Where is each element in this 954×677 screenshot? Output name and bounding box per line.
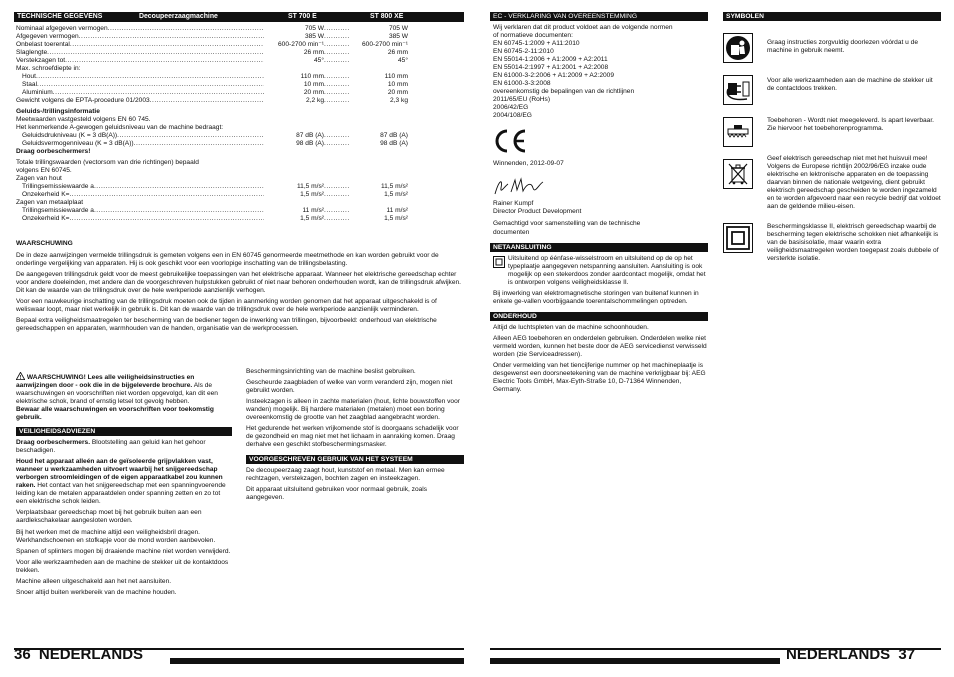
tech-model: Decoupeerzaagmachine: [139, 13, 218, 20]
row-value-1: 45°: [314, 57, 324, 64]
ec-line: overeenkomstig de bepalingen van de richtlijnen: [493, 88, 635, 96]
rule-2: Gescheurde zaagbladen of welke van vorm veranderd zijn, mogen niet gebruikt worden.: [246, 379, 453, 395]
row-value-1: 20 mm: [303, 89, 324, 96]
maint-3: Onder vermelding van het tiencijferige nummer op het machineplaatje is desgewenst een doorsneetekening van de machine verkrijgbaar bij: AEG Electric Tools GmbH, Max-Eyth-Straße 10, D-71364 Winnenden, Germany.: [493, 361, 706, 393]
dot-leader: [47, 49, 264, 57]
ce-mark: [493, 128, 708, 156]
warning-title: WAARSCHUWING: [16, 240, 73, 247]
general-warning-bold: WAARSCHUWING! Lees alle veiligheidsinstructies en aanwijzingen door - ook die in de bijgeleverde brochure.: [16, 374, 195, 390]
row-label: Max. schroefdiepte in:: [16, 65, 81, 72]
dot-leader: [324, 140, 350, 148]
warning-p2: De aangegeven trillingsdruk geldt voor de meest gebruikelijke toepassingen van het elektrische apparaat. Wanneer het elektrische gereedschap echter voor andere doeleinden, met andere dan de voorgeschreven hulpstukken gebruikt of niet naar behoren onderhouden wordt, kan de trillingsdruk afwijken. Dit kan de waarde van de trillingsdruk over de hele werkperiode aanzienlijk verhogen.: [16, 271, 462, 295]
dot-leader: [36, 73, 264, 81]
ec-column: [490, 12, 708, 397]
general-warning-rest: Als de waarschuwingen en voorschriften niet worden opgevolgd, kan dit een elektrische schok, brand of ernstig letsel tot gevolg hebben.: [16, 382, 218, 406]
class-ii-icon: [723, 223, 753, 253]
data-row: [16, 132, 408, 140]
rule-4: Het gedurende het werken vrijkomende stof is doorgaans schadelijk voor de gezondheid en mag niet met het lichaam in aanraking komen. Draag derhalve een geschikt stofbeschermingsmasker.: [246, 425, 459, 449]
data-row: [16, 81, 408, 89]
warning-triangle-icon: [16, 372, 25, 380]
net-p2: Bij inwerking van elektromagnetische storingen van buitenaf kunnen in enkele ge-vallen voorbijgaande toerentalschommelingen optreden.: [493, 289, 699, 305]
dot-leader: [117, 132, 264, 140]
ec-line: EN 60745-2-11:2010: [493, 48, 554, 56]
data-row: [16, 191, 408, 199]
data-row: [16, 183, 408, 191]
signer-title: Director Product Development: [493, 208, 582, 216]
left-language: NEDERLANDS: [38, 646, 144, 663]
safety-8: Snoer altijd buiten werkbereik van de machine houden.: [16, 588, 177, 596]
tech-data-header: [14, 12, 464, 22]
data-row: [16, 49, 408, 57]
dot-leader: [324, 191, 350, 199]
signer-name: Rainer Kumpf: [493, 200, 534, 208]
row-value-1: 26 mm: [303, 49, 324, 56]
symbol-text-5: Beschermingsklasse II, elektrisch gereedschap waarbij de bescherming tegen elektrische schokken niet afhankelijk is van de basisisolatie, maar waarin extra veiligheidsmaatregelen worden toegepast zoals dubbele of versterkte isolatie.: [767, 223, 939, 263]
data-row: [16, 97, 408, 105]
net-p1-wrap: [490, 255, 708, 290]
dot-leader: [79, 33, 264, 41]
net-p1: Uitsluitend op éénfase-wisselstroom en uitsluitend op de op het typeplaatje aangegeven netspanning aansluiten. Aansluiting is ook mogelijk op een stekerdoos zonder aardcontact mogelijk, omdat het is ontworpen volgens veiligheidsklasse II.: [508, 254, 706, 286]
ec-line: EN 61000-3-2:2006 + A1:2009 + A2:2009: [493, 72, 614, 80]
data-row: [16, 25, 408, 33]
row-value-2: 1,5 m/s²: [384, 191, 408, 199]
symbol-text-3: Toebehoren - Wordt niet meegeleverd. Is apart leverbaar. Zie hiervoor het toebehorenprogramma.: [767, 117, 935, 133]
row-value-1: 10 mm: [303, 81, 324, 88]
ec-line: EN 61000-3-3:2008: [493, 80, 551, 88]
dot-leader: [69, 215, 264, 223]
symbol-text-4: Geef elektrisch gereedschap niet met het huisvuil mee! Volgens de Europese richtlijn 2002/96/EG inzake oude elektrische en lektronische apparaten en de toepassing daarvan binnen de nationale wetgeving, dient gebruikt elektrisch gereedschap gescheiden te worden ingezameld en te worden afgevoerd naar een recycle bedrijf dat voldoet aan de geldende milieu-eisen.: [767, 155, 941, 211]
row-value-1: 98 dB (A): [296, 140, 324, 148]
safety-2-rest: Het contact van het snijgereedschap met een spanningvoerende leiding kan de metalen apparaatdelen onder spanning zetten en zo tot een elektrische schok leiden.: [16, 482, 226, 506]
hearing-protection: Draag oorbeschermers!: [16, 148, 91, 156]
row-value-1: 600-2700 min⁻¹: [278, 41, 324, 48]
data-row: [16, 215, 408, 223]
tech-table: [16, 25, 408, 223]
data-row: [16, 65, 408, 73]
row-value-2: 705 W: [388, 25, 408, 32]
unplug-icon: [723, 75, 753, 105]
noise-rows: [16, 132, 408, 148]
row-value-2: 26 mm: [387, 49, 408, 56]
ec-line: 2006/42/EG: [493, 104, 529, 112]
tech-col1: ST 700 E: [288, 13, 317, 20]
data-row: [16, 33, 408, 41]
row-label: Onzekerheid K=: [22, 215, 70, 223]
general-warning: [16, 372, 232, 422]
dot-leader: [134, 140, 264, 148]
row-value-1: 87 dB (A): [296, 132, 324, 140]
ec-line: Wij verklaren dat dit product voldoet aan de volgende normen: [493, 24, 673, 31]
row-value-1: 385 W: [304, 33, 324, 40]
warning-p3: Voor een nauwkeurige inschatting van de trillingsdruk moeten ook de tijden in aanmerking worden genomen dat het apparaat uitgeschakeld is of weliswaar loopt, maar niet werkelijk in gebruik is. Dit kan de waarde van de trillingsdruk over de hele werkperiode aanzienlijk verminderen.: [16, 298, 437, 314]
intended-use-header: VOORGESCHREVEN GEBRUIK VAN HET SYSTEEM: [246, 455, 464, 464]
signature-icon: [493, 176, 545, 198]
dot-leader: [324, 25, 350, 33]
left-page-footer: [14, 646, 143, 664]
noise-intro: Meetwaarden vastgesteld volgens EN 60 745.: [16, 116, 151, 124]
symbols-header: SYMBOLEN: [723, 12, 941, 21]
symbol-class-ii: [723, 223, 941, 263]
safety-1: [16, 439, 232, 455]
ec-header: EC - VERKLARING VAN OVEREENSTEMMING: [490, 12, 708, 21]
safety-2: [16, 458, 232, 506]
row-label: Afgegeven vermogen: [16, 33, 79, 40]
right-page-footer: [786, 646, 915, 664]
symbol-accessory: [723, 117, 941, 147]
row-label: Slaglengte: [16, 49, 48, 56]
safety-3: Verplaatsbaar gereedschap moet bij het gebruik buiten aan een aardlekschakelaar aangesloten worden.: [16, 509, 202, 525]
maint-1: Altijd de luchtspleten van de machine schoonhouden.: [493, 323, 649, 331]
safety-1-rest: Blootstelling aan geluid kan het gehoor beschadigen.: [16, 439, 206, 455]
symbol-text-1: Graag instructies zorgvuldig doorlezen vóórdat u de machine in gebruik neemt.: [767, 39, 919, 55]
row-value-2: 45°: [398, 57, 408, 64]
left-footer-line-2: [170, 658, 464, 664]
dot-leader: [324, 57, 350, 65]
authorized-person: Gemachtigd voor samenstelling van de technische documenten: [493, 220, 641, 236]
noise-title: Geluids-/trillingsinformatie: [16, 108, 100, 115]
dot-leader: [70, 41, 264, 49]
dot-leader: [324, 207, 350, 215]
symbols-column: [723, 12, 941, 275]
dot-leader: [150, 97, 264, 105]
dot-leader: [94, 207, 264, 215]
right-page-number: 37: [898, 646, 916, 663]
right-footer-line-2: [490, 658, 780, 664]
use-2: Dit apparaat uitsluitend gebruiken voor normaal gebruik, zoals aangegeven.: [246, 486, 428, 502]
data-row: [16, 41, 408, 49]
left-bottom-col-2: [246, 368, 464, 505]
vibration-metal: Zagen van metaalplaat: [16, 199, 84, 207]
data-row: [16, 140, 408, 148]
row-value-2: 11 m/s²: [386, 207, 408, 215]
ec-line: EN 55014-1:2006 + A1:2009 + A2:2011: [493, 56, 608, 64]
safety-4: Bij het werken met de machine altijd een veiligheidsbril dragen. Werkhandschoenen en stofkapje voor de mond worden aanbevolen.: [16, 528, 216, 544]
ec-lines: [493, 24, 708, 120]
vibration-wood-rows: [16, 183, 408, 199]
dot-leader: [324, 215, 350, 223]
row-label: Geluidsdrukniveau (K = 3 dB(A)): [22, 132, 118, 140]
row-value-2: 11,5 m/s²: [381, 183, 408, 191]
safety-7: Machine alleen uitgeschakeld aan het net aansluiten.: [16, 577, 172, 585]
safety-5: Spanen of splinters mogen bij draaiende machine niet worden verwijderd.: [16, 547, 231, 555]
dot-leader: [108, 25, 264, 33]
ec-line: EN 55014-2:1997 + A1:2001 + A2:2008: [493, 64, 609, 72]
tech-title: TECHNISCHE GEGEVENS: [17, 13, 103, 20]
ec-line: 2004/108/EG: [493, 112, 532, 120]
symbol-unplug: [723, 75, 941, 105]
signature: [493, 176, 708, 198]
warning-p1: De in deze aanwijzingen vermelde trillingsdruk is gemeten volgens een in EN 60745 genormeerde meetmethode en kan worden gebruikt voor de onderlinge vergelijking van apparaten. Hij is ook geschikt voor een voorlopige inschatting van de trillingsbelasting.: [16, 252, 439, 268]
symbol-text-2: Voor alle werkzaamheden aan de machine de stekker uit de contactdoos trekken.: [767, 77, 933, 93]
data-row: [16, 73, 408, 81]
safety-2-bold: Houd het apparaat alleén aan de geïsoleerde grijpvlakken vast, wanneer u werkzaamheden uitvoert waarbij het snijgereedschap verborgen stroomleidingen of de eigen apparaatkabel zou kunnen raken.: [16, 458, 223, 490]
row-value-2: 98 dB (A): [380, 140, 408, 148]
noise-intro2: Het kenmerkende A-gewogen geluidsniveau van de machine bedraagt:: [16, 124, 224, 132]
row-value-1: 11,5 m/s²: [297, 183, 324, 191]
row-label: Onbelast toerental: [16, 41, 70, 48]
dot-leader: [324, 73, 350, 81]
safety-1-bold: Draag oorbeschermers.: [16, 439, 91, 447]
dot-leader: [324, 183, 350, 191]
keep-instructions: Bewaar alle waarschuwingen en voorschriften voor toekomstig gebruik.: [16, 406, 214, 422]
row-label: Hout: [22, 73, 36, 80]
dot-leader: [324, 97, 350, 105]
row-label: Onzekerheid K=: [22, 191, 70, 199]
place-date: Winnenden, 2012-09-07: [493, 160, 564, 168]
dot-leader: [37, 81, 264, 89]
maintenance-header: ONDERHOUD: [490, 312, 708, 321]
data-row: [16, 207, 408, 215]
row-label: Gewicht volgens de EPTA-procedure 01/2003: [16, 97, 150, 104]
warning-p4: Bepaal extra veiligheidsmaatregelen ter bescherming van de bediener tegen de inwerking van trillingen, bijvoorbeeld: onderhoud van elektrische gereedschappen en apparaten, warmhouden van de handen, organisatie van de werkprocessen.: [16, 317, 437, 333]
ce-mark-icon: [493, 128, 529, 154]
row-value-1: 110 mm: [300, 73, 324, 80]
dot-leader: [324, 41, 350, 49]
dot-leader: [324, 132, 350, 140]
data-row: [16, 89, 408, 97]
row-value-2: 87 dB (A): [380, 132, 408, 140]
right-language: NEDERLANDS: [786, 646, 891, 663]
safety-6: Voor alle werkzaamheden aan de machine de stekker uit de kontaktdoos trekken.: [16, 558, 229, 574]
ec-line: EN 60745-1:2009 + A11:2010: [493, 40, 580, 48]
vibration-intro: Totale trillingswaarden (vectorsom van drie richtingen) bepaald volgens EN 60745.: [16, 159, 199, 175]
left-page-number: 36: [14, 646, 31, 663]
dot-leader: [324, 49, 350, 57]
rule-3: Insteekzagen is alleen in zachte materialen (hout, lichte bouwstoffen voor wanden) mogelijk. Bij hardere materialen (metalen) moet een boring overeenkomstig de grootte van het zaagblad aangebracht worden.: [246, 398, 460, 422]
read-manual-icon: [723, 33, 753, 63]
dot-leader: [324, 81, 350, 89]
row-label: Trillingsemissiewaarde a: [22, 183, 94, 191]
row-value-2: 10 mm: [387, 81, 408, 88]
symbol-weee: [723, 155, 941, 211]
dot-leader: [94, 183, 264, 191]
accessory-icon: [723, 117, 753, 147]
rule-1: Beschermingsinrichting van de machine beslist gebruiken.: [246, 368, 416, 375]
row-value-2: 20 mm: [387, 89, 408, 96]
row-value-1: 2,2 kg: [306, 97, 324, 104]
row-value-1: 705 W: [304, 25, 324, 32]
vibration-wood: Zagen van hout: [16, 175, 62, 183]
dot-leader: [65, 57, 264, 65]
row-value-2: 2,3 kg: [390, 97, 408, 104]
dot-leader: [324, 89, 350, 97]
row-value-1: 1,5 m/s²: [300, 215, 324, 223]
maint-2: Alleen AEG toebehoren en onderdelen gebruiken. Onderdelen welke niet vermeld worden, kunnen het beste door de AEG servicedienst verwisseld worden (zie Serviceadressen).: [493, 334, 707, 358]
dot-leader: [53, 89, 264, 97]
data-row: [16, 57, 408, 65]
safety-header: VEILIGHEIDSADVIEZEN: [16, 427, 232, 436]
ec-line: of normatieve documenten:: [493, 32, 573, 40]
svg-text:!: !: [19, 375, 22, 380]
row-label: Trillingsemissiewaarde a: [22, 207, 94, 215]
row-label: Aluminium: [22, 89, 53, 96]
dot-leader: [324, 33, 350, 41]
vibration-metal-rows: [16, 207, 408, 223]
row-label: Staal: [22, 81, 38, 88]
symbol-read-manual: [723, 33, 941, 63]
tech-rows: [16, 25, 408, 105]
ec-line: 2011/65/EU (RoHs): [493, 96, 551, 104]
row-value-2: 110 mm: [384, 73, 408, 80]
net-header: NETAANSLUITING: [490, 243, 708, 252]
row-value-1: 1,5 m/s²: [300, 191, 324, 199]
use-1: De decoupeerzaag zaagt hout, kunststof en metaal. Men kan ermee rechtzagen, verstekzagen, bochten zagen en insteekzagen.: [246, 467, 445, 483]
row-label: Nominaal afgegeven vermogen: [16, 25, 108, 32]
dot-leader: [69, 191, 264, 199]
row-label: Verstekzagen tot: [16, 57, 66, 64]
tech-col2: ST 800 XE: [370, 13, 404, 20]
weee-bin-icon: [723, 159, 753, 189]
row-value-2: 385 W: [388, 33, 408, 40]
row-value-2: 600-2700 min⁻¹: [362, 41, 408, 48]
warning-section: [16, 240, 462, 336]
row-label: Geluidsvermogenniveau (K = 3 dB(A)): [22, 140, 134, 148]
row-value-2: 1,5 m/s²: [384, 215, 408, 223]
class-ii-small-icon: [493, 256, 505, 268]
left-bottom-col: [16, 372, 232, 600]
row-value-1: 11 m/s²: [302, 207, 324, 215]
